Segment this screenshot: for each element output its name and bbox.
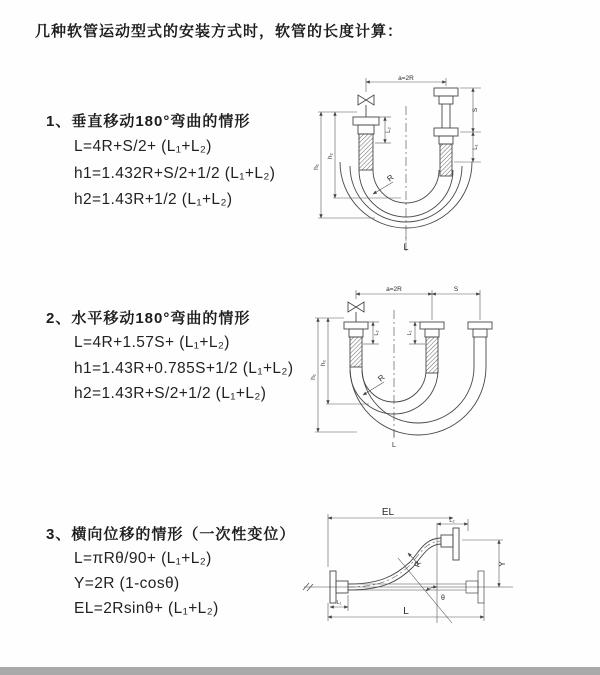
dimension-labels — [313, 75, 479, 252]
dim-label-fitting-left: L₁ — [336, 600, 342, 606]
dim-label-radius: R — [412, 559, 423, 569]
dim-label-y: Y — [498, 561, 507, 567]
section1-formula-h1: h1=1.432R+S/2+1/2 (L₁+L₂) — [74, 165, 276, 182]
section3-formula-Y: Y=2R (1-cosθ) — [74, 575, 180, 592]
dim-label-el: EL — [381, 507, 395, 518]
dim-label-theta: θ — [441, 595, 445, 602]
dim-label-radius: R — [376, 372, 387, 384]
hose-drawing — [340, 88, 472, 254]
section1-formula-L: L=4R+S/2+ (L₁+L₂) — [74, 138, 212, 155]
section3-formula-EL: EL=2Rsinθ+ (L₁+L₂) — [74, 600, 219, 617]
page-title: 几种软管运动型式的安装方式时，软管的长度计算： — [35, 23, 404, 40]
valve-icon — [348, 302, 364, 312]
section2-formula-L: L=4R+1.57S+ (L₁+L₂) — [74, 334, 230, 351]
section1-formula-h2: h2=1.43R+1/2 (L₁+L₂) — [74, 191, 233, 208]
dim-label-fitting-right: L₁ — [473, 144, 479, 150]
dim-label-fitting-mid: L₁ — [407, 330, 413, 336]
diagram-vertical-180 — [313, 70, 563, 262]
dim-label-h1: h₁ — [310, 374, 317, 380]
dim-label-stroke: S — [453, 286, 459, 293]
section1-heading: 1、垂直移动180°弯曲的情形 — [46, 113, 251, 130]
diagram-horizontal-180 — [311, 282, 589, 452]
section2-formula-h2: h2=1.43R+S/2+1/2 (L₁+L₂) — [74, 385, 267, 402]
dim-label-length: L — [392, 442, 396, 449]
section3-heading: 3、横向位移的情形（一次性变位） — [46, 526, 296, 543]
dimension-lines — [328, 514, 503, 621]
hose-drawing — [344, 302, 492, 440]
section3-formula-L: L=πRθ/90+ (L₁+L₂) — [74, 550, 212, 567]
dim-label-h2: h₂ — [327, 152, 334, 160]
dim-label-fitting-left: L₂ — [374, 330, 380, 336]
dim-label-h1: h₁ — [313, 164, 320, 170]
dim-label-span: a=2R — [386, 286, 402, 293]
dim-label-span: a=2R — [398, 75, 414, 82]
section2-heading: 2、水平移动180°弯曲的情形 — [46, 310, 251, 327]
valve-icon — [358, 95, 374, 105]
dim-label-radius: R — [385, 172, 396, 184]
dimension-lines — [315, 290, 480, 437]
scan-edge-bar — [0, 667, 600, 675]
diagram-lateral-displacement — [300, 503, 590, 641]
dim-label-fitting-right: L₂ — [449, 518, 455, 524]
dimension-labels — [337, 507, 507, 617]
dim-label-length: L — [403, 606, 409, 617]
dim-label-stroke: S — [472, 107, 479, 113]
dim-label-fitting-left: L₂ — [386, 127, 392, 133]
dim-label-h2: h₂ — [320, 359, 327, 367]
dim-label-length: L — [403, 242, 409, 252]
section2-formula-h1: h1=1.43R+0.785S+1/2 (L₁+L₂) — [74, 360, 294, 377]
